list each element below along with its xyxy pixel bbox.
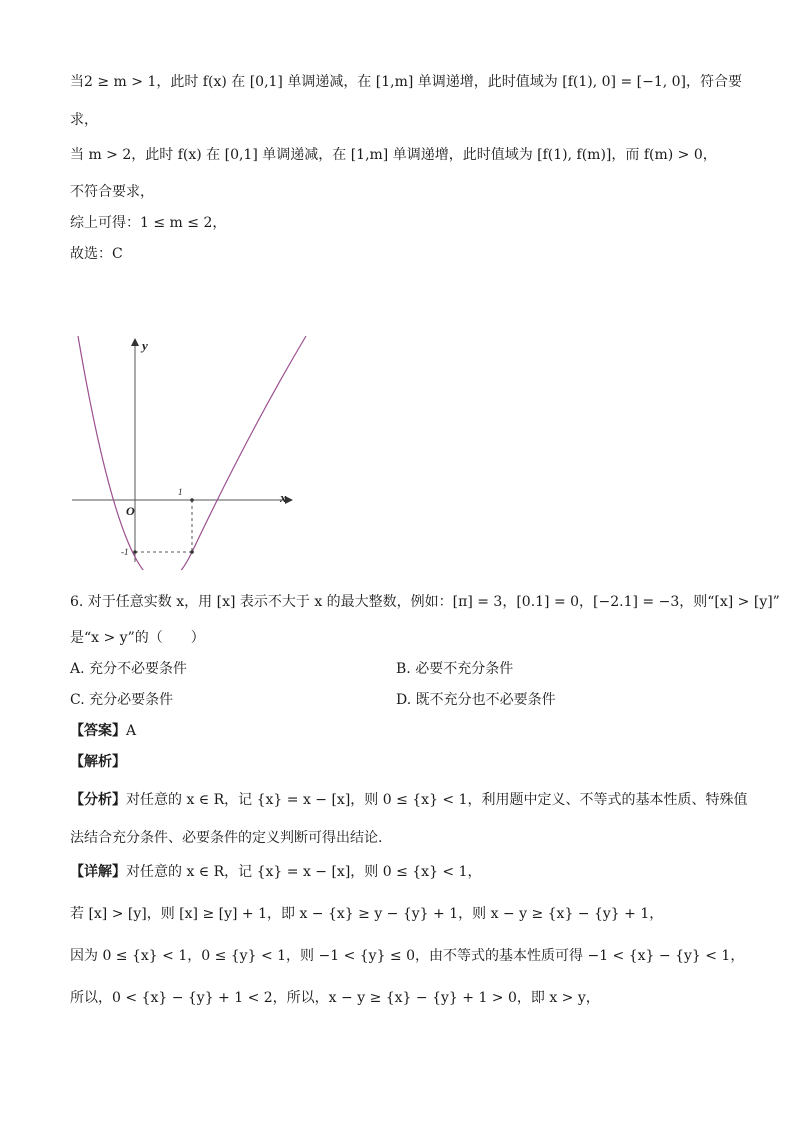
- tick-label-y: -1: [121, 547, 129, 557]
- analysis-text-1: 对任意的 x ∈ R，记 {x} = x − [x]，则 0 ≤ {x} < 1，利用题中定义、不等式的基本性质、特殊值: [126, 792, 748, 808]
- answer-tag: 【答案】: [70, 723, 126, 739]
- detail-text-1: 对任意的 x ∈ R，记 {x} = x − [x]，则 0 ≤ {x} < 1，: [126, 864, 482, 880]
- x-axis-label: x: [280, 490, 287, 505]
- y-axis-arrow: [131, 338, 139, 346]
- text-line-5: 综上可得：1 ≤ m ≤ 2，: [70, 215, 227, 231]
- analysis-line-1: [70, 790, 748, 810]
- point-vertex: [190, 550, 194, 554]
- option-d: D. 既不充分也不必要条件: [396, 692, 556, 708]
- analysis-section-tag: 【解析】: [70, 754, 126, 770]
- detail-line-2: 若 [x] > [y]，则 [x] ≥ [y] + 1，即 x − {x} ≥ y − {y} + 1，则 x − y ≥ {x} − {y} + 1，: [70, 906, 664, 922]
- question-stem-line-2: 是“x > y”的（ ）: [70, 630, 205, 646]
- origin-label: O: [126, 504, 135, 518]
- text-line-4: 不符合要求，: [70, 184, 154, 200]
- option-a: A. 充分不必要条件: [70, 661, 188, 677]
- point-tick-x: [190, 498, 194, 502]
- answer-value: A: [126, 723, 137, 739]
- parabola-curve: [78, 336, 306, 570]
- option-b: B. 必要不充分条件: [396, 661, 514, 677]
- answer-line: [70, 721, 136, 741]
- text-line-6: 故选：C: [70, 246, 123, 262]
- detail-line-4: 所以，0 < {x} − {y} + 1 < 2，所以，x − y ≥ {x} − {y} + 1 > 0，即 x > y，: [70, 990, 600, 1006]
- text-line-2: 求，: [70, 112, 98, 128]
- text-line-1: 当2 ≥ m > 1，此时 f(x) 在 [0,1] 单调递减，在 [1,m] 单调递增，此时值域为 [f(1), 0] = [−1, 0]，符合要: [70, 74, 742, 90]
- detail-line-3: 因为 0 ≤ {x} < 1，0 ≤ {y} < 1，则 −1 < {y} ≤ 0，由不等式的基本性质可得 −1 < {x} − {y} < 1，: [70, 948, 745, 964]
- parabola-graph: [60, 330, 310, 570]
- tick-label-x: 1: [178, 487, 183, 497]
- detail-line-1: [70, 862, 482, 882]
- analysis-line-2: 法结合充分条件、必要条件的定义判断可得出结论.: [70, 830, 383, 846]
- analysis-tag: 【分析】: [70, 792, 126, 808]
- option-c: C. 充分必要条件: [70, 692, 174, 708]
- y-axis-label: y: [142, 338, 148, 353]
- text-line-3: 当 m > 2，此时 f(x) 在 [0,1] 单调递减，在 [1,m] 单调递增，此时值域为 [f(1), f(m)]，而 f(m) > 0，: [70, 147, 717, 163]
- detail-tag: 【详解】: [70, 864, 126, 880]
- point-tick-y: [133, 550, 137, 554]
- question-stem-line-1: 6. 对于任意实数 x，用 [x] 表示不大于 x 的最大整数，例如：[π] = 3，[0.1] = 0，[−2.1] = −3，则“[x] > [y]”: [70, 594, 780, 610]
